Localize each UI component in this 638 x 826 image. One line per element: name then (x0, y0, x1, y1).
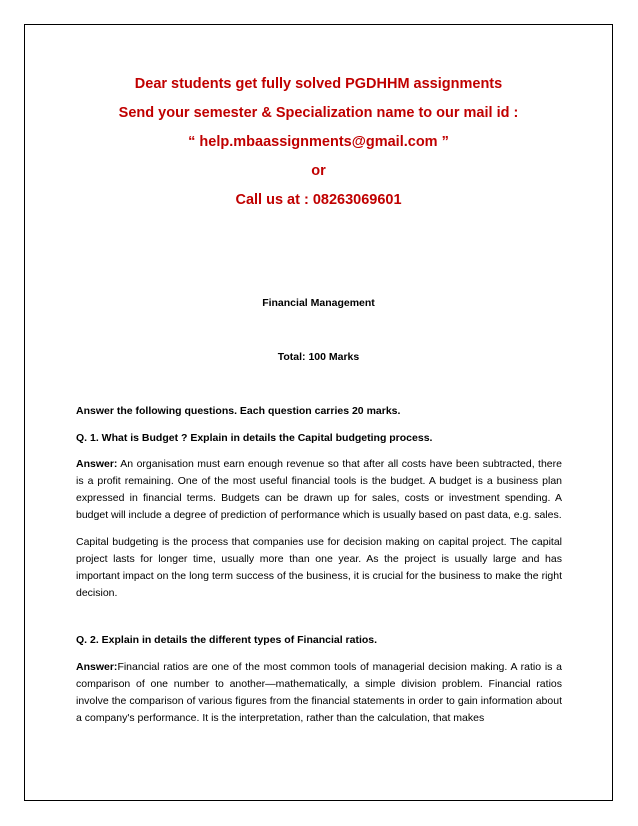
q2-answer-label: Answer: (76, 661, 118, 673)
header-line-1: Dear students get fully solved PGDHHM assignments (134, 76, 503, 92)
instruction: Answer the following questions. Each question carries 20 marks. (76, 405, 401, 417)
q1-question: Q. 1. What is Budget ? Explain in details the Capital budgeting process. (76, 432, 433, 444)
total-marks: Total: 100 Marks (277, 351, 360, 363)
q1-answer-label: Answer: (76, 458, 118, 470)
header-phone: Call us at : 08263069601 (235, 192, 402, 208)
q2-answer-text: Financial ratios are one of the most common tools of managerial decision making. A ratio is a comparison of one number to another—mathematically, a simple division problem. Financial ratios involve the comparison of various figures from the financial statements in order to gain information about a company's performance. It is the interpretation, rather than the calculation, that makes (76, 661, 562, 724)
header-line-2: Send your semester & Specialization name to our mail id : (118, 105, 519, 121)
q1-answer-paragraph-2: Capital budgeting is the process that companies use for decision making on capital project. The capital project lasts for longer time, usually more than one year. As the project is usually large and has important impact on the long term success of the business, it is crucial for the business to make the right decision. (76, 536, 562, 599)
subject-title: Financial Management (262, 297, 375, 309)
q1-answer-paragraph-1 (76, 456, 562, 524)
q2-question: Q. 2. Explain in details the different types of Financial ratios. (76, 634, 378, 646)
header-email: “ help.mbaassignments@gmail.com ” (188, 134, 449, 150)
header-or: or (311, 163, 326, 179)
q1-answer-text: An organisation must earn enough revenue so that after all costs have been subtracted, there is a profit remaining. One of the most useful financial tools is the budget. A budget is a business plan expressed in financial terms. Budgets can be drawn up for sales, costs or investment spending. A budget will include a degree of prediction of performance which is usually based on past data, e.g. sales. (76, 458, 562, 521)
q2-answer-paragraph-1 (76, 659, 562, 727)
